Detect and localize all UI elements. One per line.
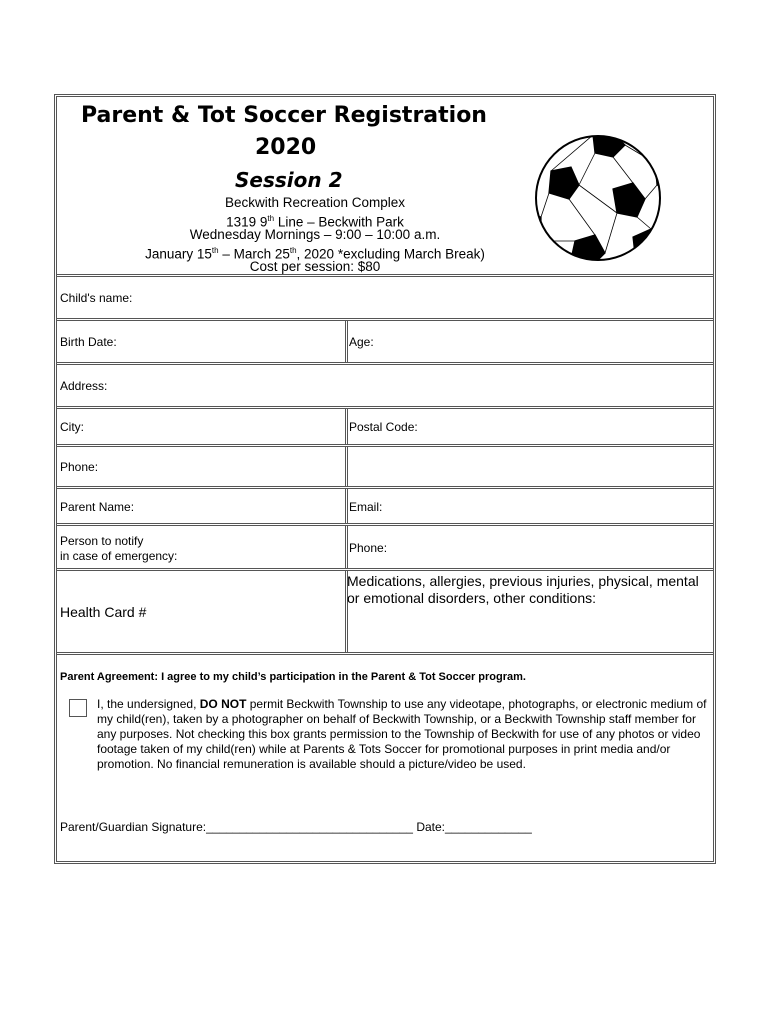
address-label: Address: <box>60 379 108 393</box>
postal-code-label: Postal Code: <box>349 420 418 434</box>
health-card-label: Health Card # <box>60 604 147 620</box>
medications-label: Medications, allergies, previous injuries, physical, mental or emotional disorders, other conditions: <box>347 573 699 606</box>
age-label: Age: <box>349 335 374 349</box>
location-text: Beckwith Recreation Complex <box>224 195 406 210</box>
agreement-section <box>57 655 713 861</box>
city-postal-row <box>57 409 713 447</box>
photo-consent-text: I, the undersigned, DO NOT permit Beckwith Township to use any videotape, photographs, or electronic medium of my child(ren), taken by a photographer on behalf of Beckwith Township, or a Beckwith Township staff member for any purposes. Not checking this box grants permission to the Township of Beckwith for use of any photos or video footage taken of my child(ren) while at Parents & Tots Soccer for promotional purposes in print media and/or promotion. No financial remuneration is available should a picture/video be used. <box>97 697 707 771</box>
address-row <box>57 365 713 409</box>
emergency-row <box>57 526 713 571</box>
emergency-label-2: in case of emergency: <box>60 549 178 563</box>
phone-row <box>57 447 713 489</box>
schedule-text: Wednesday Mornings – 9:00 – 10:00 a.m. <box>189 227 441 242</box>
photo-consent-checkbox[interactable] <box>69 699 87 717</box>
form-year: 2020 <box>255 135 317 160</box>
birth-date-label: Birth Date: <box>60 335 117 349</box>
birth-age-row <box>57 321 713 365</box>
form-header <box>57 97 713 277</box>
health-row <box>57 571 713 655</box>
emergency-phone-label: Phone: <box>349 541 388 555</box>
soccer-ball-icon <box>533 133 663 263</box>
emergency-label-1: Person to notify <box>60 534 144 548</box>
child-name-label: Child's name: <box>60 291 133 305</box>
registration-form <box>54 94 716 864</box>
parent-email-row <box>57 489 713 526</box>
email-label: Email: <box>349 500 383 514</box>
parent-name-label: Parent Name: <box>60 500 135 514</box>
phone-label: Phone: <box>60 460 99 474</box>
address-text: 1319 9th Line – Beckwith Park <box>226 214 404 230</box>
dates-text: January 15th – March 25th, 2020 *excluding March Break) <box>145 246 485 262</box>
agreement-heading: Parent Agreement: I agree to my child’s participation in the Parent & Tot Soccer program. <box>60 671 526 683</box>
cost-text: Cost per session: $80 <box>249 259 381 274</box>
signature-line[interactable]: Parent/Guardian Signature:_______________________________ Date:_____________ <box>60 820 532 834</box>
form-title: Parent & Tot Soccer Registration <box>81 103 487 128</box>
child-name-row <box>57 277 713 321</box>
city-label: City: <box>60 420 84 434</box>
session-label: Session 2 <box>235 168 343 192</box>
